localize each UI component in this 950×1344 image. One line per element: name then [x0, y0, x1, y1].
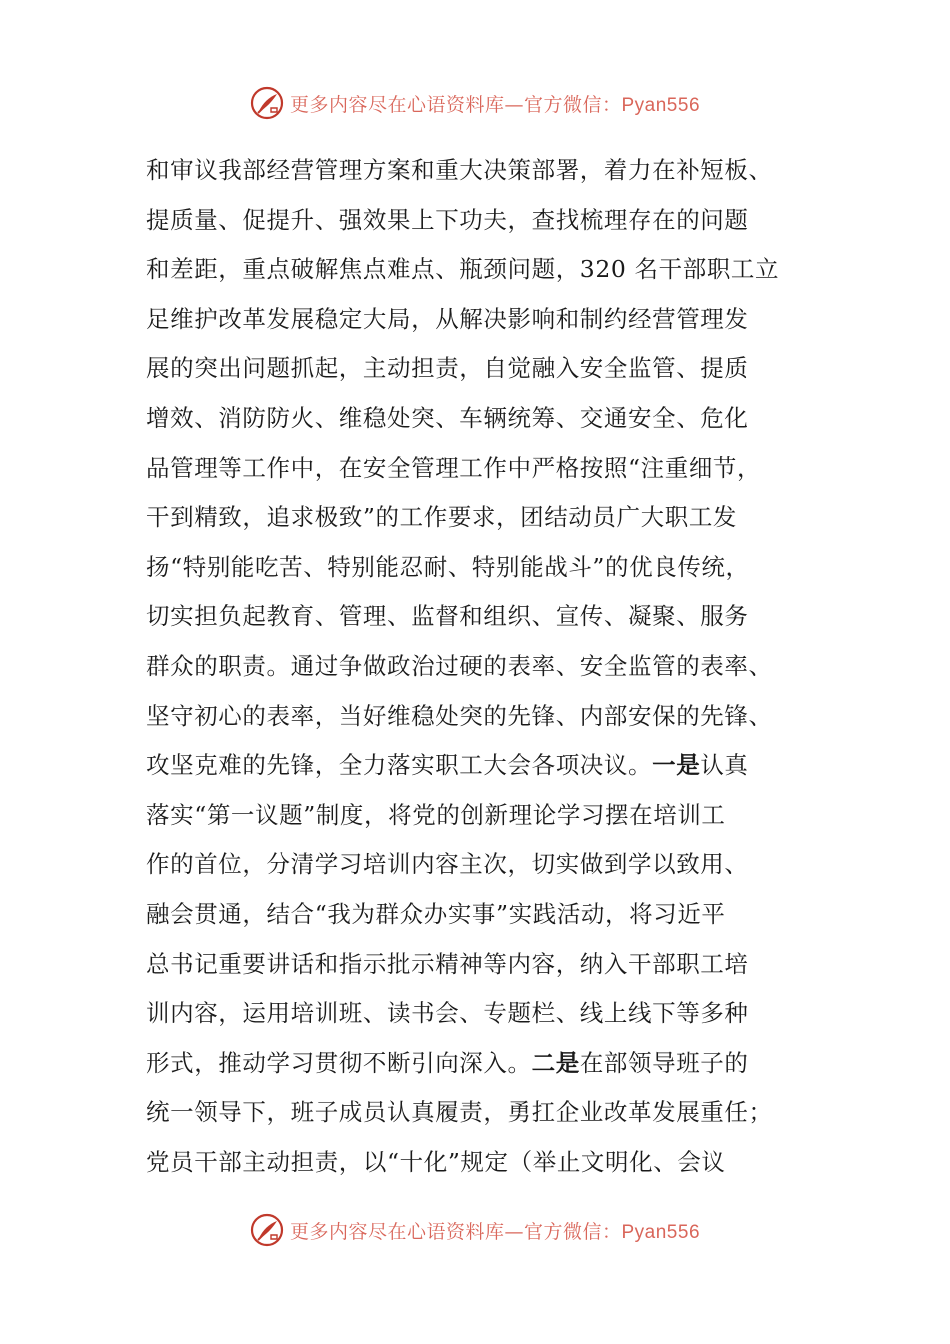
text-line: 融会贯通，结合“我为群众办实事”实践活动，将习近平	[146, 899, 726, 928]
text-line: 群众的职责。通过争做政治过硬的表率、安全监管的表率、	[146, 651, 773, 680]
footer-banner	[0, 1210, 950, 1250]
text-line: 展的突出问题抓起，主动担责，自觉融入安全监管、提质	[146, 354, 749, 383]
text-segment: 形式，推动学习贯彻不断引向深入。	[146, 1048, 532, 1077]
text-segment: 认真	[700, 751, 749, 780]
bold-marker: 二是	[531, 1048, 580, 1077]
text-line: 坚守初心的表率，当好维稳处突的先锋、内部安保的先锋、	[146, 701, 773, 730]
header-banner-text: 更多内容尽在心语资料库—官方微信：Pyan556	[289, 93, 701, 116]
text-line	[146, 1039, 806, 1089]
text-segment: 攻坚克难的先锋，全力落实职工大会各项决议。	[146, 751, 653, 780]
text-line: 足维护改革发展稳定大局，从解决影响和制约经营管理发	[146, 304, 749, 333]
text-line: 扬“特别能吃苦、特别能忍耐、特别能战斗”的优良传统，	[146, 552, 750, 581]
text-line: 切实担负起教育、管理、监督和组织、宣传、凝聚、服务	[146, 602, 749, 631]
text-segment: 在部领导班子的	[579, 1048, 749, 1077]
text-line: 和审议我部经营管理方案和重大决策部署，着力在补短板、	[146, 156, 773, 184]
text-line: 作的首位，分清学习培训内容主次，切实做到学以致用、	[146, 850, 749, 879]
footer-banner-text: 更多内容尽在心语资料库—官方微信：Pyan556	[289, 1220, 701, 1243]
text-line: 落实“第一议题”制度，将党的创新理论学习摆在培训工	[146, 800, 726, 829]
header-banner	[0, 83, 950, 123]
text-line: 训内容，运用培训班、读书会、专题栏、线上线下等多种	[146, 999, 749, 1028]
text-line: 总书记重要讲话和指示批示精神等内容，纳入干部职工培	[146, 949, 749, 978]
text-line	[146, 741, 806, 791]
text-line: 和差距，重点破解焦点难点、瓶颈问题，320 名干部职工立	[146, 255, 780, 284]
text-line: 干到精致，追求极致”的工作要求，团结动员广大职工发	[146, 503, 738, 532]
text-line: 提质量、促提升、强效果上下功夫，查找梳理存在的问题	[146, 205, 749, 234]
header-wechat-id: Pyan556	[621, 94, 701, 116]
footer-wechat-id: Pyan556	[621, 1221, 701, 1243]
quill-logo-icon	[250, 1213, 284, 1247]
text-line: 增效、消防防火、维稳处突、车辆统筹、交通安全、危化	[146, 403, 749, 432]
text-line: 党员干部主动担责，以“十化”规定（举止文明化、会议	[146, 1147, 726, 1176]
text-line: 品管理等工作中，在安全管理工作中严格按照“注重细节，	[146, 453, 762, 482]
body-text	[146, 146, 806, 1187]
quill-logo-icon	[250, 86, 284, 120]
bold-marker: 一是	[652, 751, 701, 780]
text-line: 统一领导下，班子成员认真履责，勇扛企业改革发展重任；	[146, 1098, 773, 1127]
